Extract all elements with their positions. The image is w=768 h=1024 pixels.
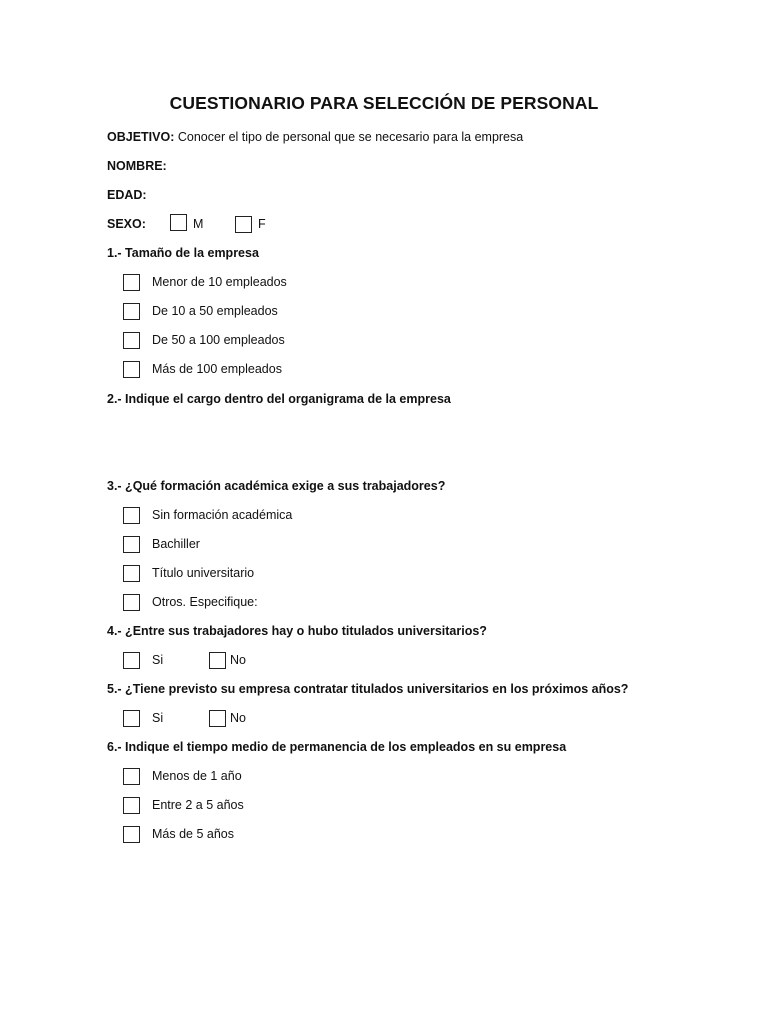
q5-options bbox=[123, 710, 323, 729]
q1-option-checkbox[interactable] bbox=[123, 361, 140, 378]
q1-option-label: Menor de 10 empleados bbox=[152, 275, 287, 289]
q6-option-label: Entre 2 a 5 años bbox=[152, 798, 244, 812]
q5-yes-checkbox[interactable] bbox=[123, 710, 140, 727]
q6-option-checkbox[interactable] bbox=[123, 797, 140, 814]
q3-option-checkbox[interactable] bbox=[123, 594, 140, 611]
q1-option-label: De 10 a 50 empleados bbox=[152, 304, 278, 318]
q1-option-label: De 50 a 100 empleados bbox=[152, 333, 285, 347]
q3-option-checkbox[interactable] bbox=[123, 565, 140, 582]
q1-option-label: Más de 100 empleados bbox=[152, 362, 282, 376]
page-title: CUESTIONARIO PARA SELECCIÓN DE PERSONAL bbox=[169, 93, 599, 113]
q3-option-label: Bachiller bbox=[152, 537, 200, 551]
q5-no-label: No bbox=[230, 711, 246, 725]
q1-option-checkbox[interactable] bbox=[123, 274, 140, 291]
q5-no-checkbox[interactable] bbox=[209, 710, 226, 727]
q4-yes-label: Si bbox=[152, 653, 164, 667]
q5-yes-label: Si bbox=[152, 711, 164, 725]
objective-line bbox=[107, 130, 523, 144]
objective-text: Conocer el tipo de personal que se necesario para la empresa bbox=[177, 130, 524, 144]
q6-option-checkbox[interactable] bbox=[123, 826, 140, 843]
q3-option-label: Sin formación académica bbox=[152, 508, 293, 522]
question-5: 5.- ¿Tiene previsto su empresa contratar titulados universitarios en los próximos años? bbox=[107, 682, 629, 696]
question-6: 6.- Indique el tiempo medio de permanencia de los empleados en su empresa bbox=[107, 740, 567, 754]
sex-label: SEXO: bbox=[107, 217, 146, 231]
sex-m-checkbox[interactable] bbox=[170, 214, 187, 231]
q3-option-checkbox[interactable] bbox=[123, 507, 140, 524]
q4-no-checkbox[interactable] bbox=[209, 652, 226, 669]
name-label: NOMBRE: bbox=[107, 159, 167, 173]
q6-option-label: Más de 5 años bbox=[152, 827, 234, 841]
sex-f-checkbox[interactable] bbox=[235, 216, 252, 233]
q4-yes-checkbox[interactable] bbox=[123, 652, 140, 669]
q6-option-checkbox[interactable] bbox=[123, 768, 140, 785]
q3-option-label: Otros. Especifique: bbox=[152, 595, 258, 609]
objective-label: OBJETIVO: bbox=[107, 130, 175, 144]
question-1: 1.- Tamaño de la empresa bbox=[107, 246, 259, 260]
q4-no-label: No bbox=[230, 653, 246, 667]
age-label: EDAD: bbox=[107, 188, 147, 202]
q1-option-checkbox[interactable] bbox=[123, 303, 140, 320]
question-4: 4.- ¿Entre sus trabajadores hay o hubo titulados universitarios? bbox=[107, 624, 487, 638]
question-2: 2.- Indique el cargo dentro del organigrama de la empresa bbox=[107, 392, 451, 406]
q4-options bbox=[123, 652, 323, 671]
q6-option-label: Menos de 1 año bbox=[152, 769, 242, 783]
question-3: 3.- ¿Qué formación académica exige a sus trabajadores? bbox=[107, 479, 446, 493]
sex-f-label: F bbox=[258, 217, 266, 231]
q1-option-checkbox[interactable] bbox=[123, 332, 140, 349]
sex-m-label: M bbox=[193, 217, 204, 231]
q3-option-label: Título universitario bbox=[152, 566, 255, 580]
q3-option-checkbox[interactable] bbox=[123, 536, 140, 553]
